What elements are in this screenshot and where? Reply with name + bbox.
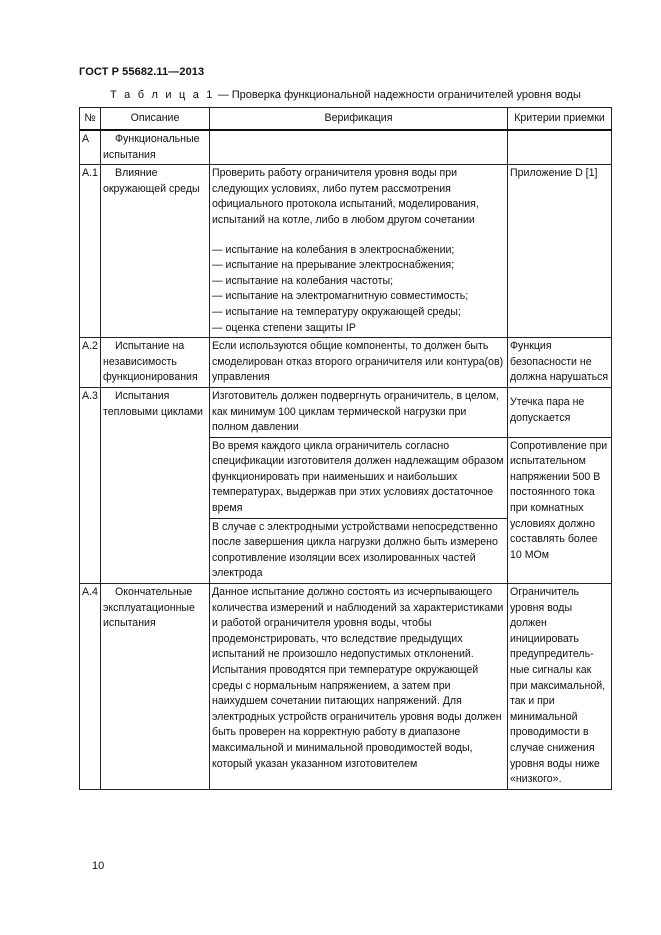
list-item: — испытание на колебания частоты; — [212, 274, 394, 287]
verification-list — [212, 243, 505, 337]
row-verification: В случае с электродными устройствами непосредственно после завершения цикла нагрузки должно быть измерено сопротивление изоляции всех изолированных частей электрода — [210, 518, 508, 583]
row-number: А.2 — [80, 338, 101, 388]
table-row-a3-1 — [80, 387, 612, 437]
page-number: 10 — [92, 860, 105, 872]
table-row-a1 — [80, 165, 612, 338]
list-item: — испытание на колебания в электроснабжении; — [212, 243, 455, 256]
list-item: — испытание на температуру окружающей среды; — [212, 305, 461, 318]
list-item: — испытание на прерывание электроснабжения; — [212, 259, 455, 272]
row-number: А — [80, 130, 101, 165]
row-criteria: Утечка пара не допускается — [508, 387, 612, 437]
list-item: — оценка степени защиты IP — [212, 321, 356, 334]
row-verification: Во время каждого цикла ограничитель согласно спецификации изготовителя должен надлежащим образом функционировать при наименьших и наибольших температурах, выдержав при этих условиях достаточное время — [210, 437, 508, 518]
table-row-a2 — [80, 338, 612, 388]
row-description: Испытание на независимость функционирования — [101, 338, 210, 388]
table-caption-text: — Проверка функциональной надежности ограничителей уровня воды — [214, 89, 581, 101]
row-verification: Если используются общие компоненты, то должен быть смоделирован отказ второго ограничителя или контура(ов) управления — [210, 338, 508, 388]
row-criteria: Ограничитель уровня воды должен инициировать предупредитель-ные сигналы как при максимальной, так и при минимальной проводимости в случае снижения уровня воды ниже «низкого». — [508, 584, 612, 790]
verification-table — [79, 107, 612, 790]
row-verification: Изготовитель должен подвергнуть ограничитель, в целом, как минимум 100 циклам термической нагрузки при полном давлении — [210, 387, 508, 437]
standard-number: ГОСТ Р 55682.11—2013 — [79, 66, 205, 78]
table-header-row — [80, 108, 612, 131]
row-verification: Данное испытание должно состоять из исчерпывающего количества измерений и наблюдений за характеристиками и работой ограничителя уровня воды, чтобы продемонстрировать, что вследствие предыдущих испытаний не произошло недопустимых отклонений. Испытания проводятся при температуре окружающей среды с нормальным напряжением, а затем при наихудшем сочетании питающих напряжений. Для электродных устройств ограничитель уровня воды должен быть проверен на корректную работу в диапазоне максимальной и минимальной проводимостей воды, который указан указанном изготовителем — [210, 584, 508, 790]
row-criteria: Функция безопасности не должна нарушаться — [508, 338, 612, 388]
table-row-a4 — [80, 584, 612, 790]
row-number: А.4 — [80, 584, 101, 790]
table-row-section-a — [80, 130, 612, 165]
table-caption-label: Т а б л и ц а 1 — [110, 89, 215, 101]
header-number: № — [80, 108, 101, 131]
row-number: А.1 — [80, 165, 101, 338]
row-description: Испытания тепловыми циклами — [101, 387, 210, 583]
row-description: Функциональные испытания — [101, 130, 210, 165]
row-criteria — [508, 130, 612, 165]
row-description: Влияние окружающей среды — [101, 165, 210, 338]
header-description: Описание — [101, 108, 210, 131]
row-criteria: Приложение D [1] — [508, 165, 612, 338]
row-number: А.3 — [80, 387, 101, 583]
row-description: Окончательные эксплуатационные испытания — [101, 584, 210, 790]
row-criteria: Сопротивление при испытательном напряжении 500 В постоянного тока при комнатных условиях должно составлять более 10 МОм — [508, 437, 612, 583]
verification-intro: Проверить работу ограничителя уровня воды при следующих условиях, либо путем рассмотрения официального протокола испытаний, моделирования, испытаний на котле, либо в любом другом сочетании — [212, 167, 479, 226]
list-item: — испытание на электромагнитную совместимость; — [212, 290, 469, 303]
header-criteria: Критерии приемки — [508, 108, 612, 131]
header-verification: Верификация — [210, 108, 508, 131]
row-verification — [210, 130, 508, 165]
table-caption — [110, 89, 581, 101]
row-verification — [210, 165, 508, 338]
